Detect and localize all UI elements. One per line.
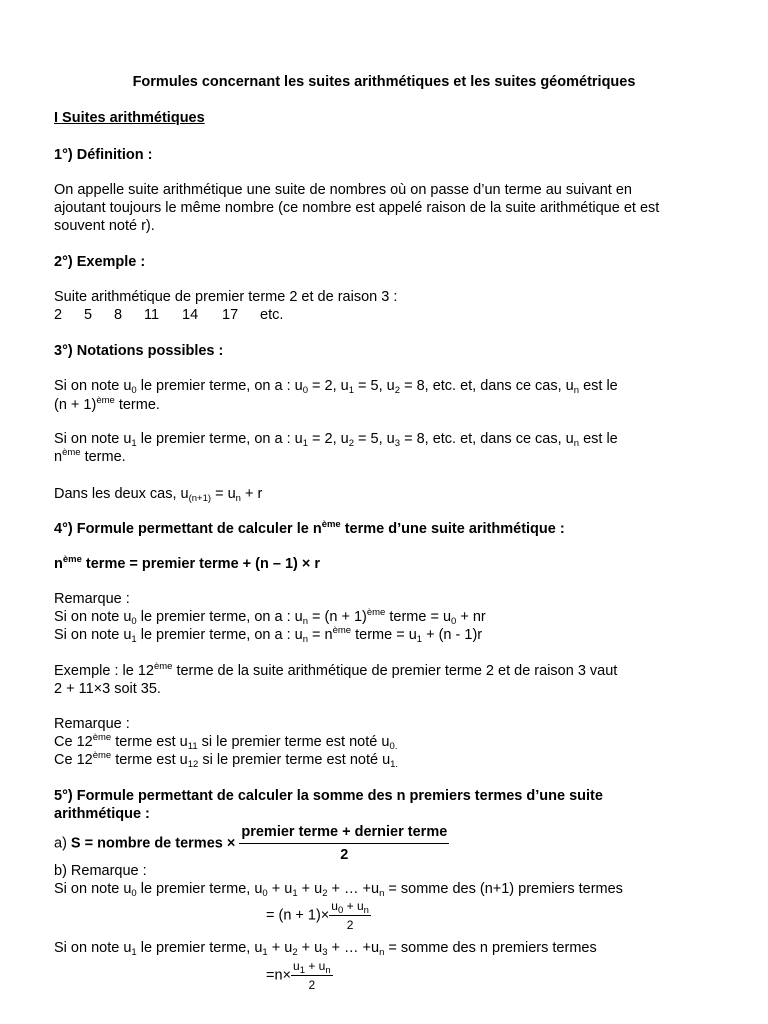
sequence-term: 11 bbox=[144, 307, 160, 323]
nth-term-formula: $n^{ème}$ terme = premier terme + (n – 1) × r bbox=[54, 554, 321, 572]
definition-line-3: souvent noté r). bbox=[54, 218, 155, 234]
nth-term-heading: 4°) Formule permettant de calculer le $n^{ème}$ terme d’une suite arithmétique : bbox=[54, 519, 565, 537]
sum-u1-line: Si on note $u_1$ le premier terme, $u_1 + u_2 + u_3$ + … $+u_n$ = somme des n premiers termes bbox=[54, 940, 597, 958]
sequence-term: 17 bbox=[222, 307, 239, 323]
sequence-term: etc. bbox=[260, 307, 284, 323]
sum-heading-line-1: 5°) Formule permettant de calculer la somme des n premiers termes d’une suite bbox=[54, 788, 603, 804]
sequence-term: 2 bbox=[54, 307, 63, 323]
sum-fraction: $\frac{\text{premier terme + dernier terme}}{2}$ bbox=[241, 824, 448, 863]
definition-line-2: ajoutant toujours le même nombre (ce nombre est appelé raison de la suite arithmétique et est bbox=[54, 200, 660, 216]
notation-u1-line-2: $n^{ème}$ terme. bbox=[54, 447, 126, 465]
section-heading-arithmetic: I Suites arithmétiques bbox=[54, 110, 205, 126]
sum-heading-line-2: arithmétique : bbox=[54, 806, 150, 822]
remark-2-label: Remarque : bbox=[54, 716, 130, 732]
sequence-term: 8 bbox=[114, 307, 123, 323]
recurrence-relation: Dans les deux cas, $u_{(n+1)} = u_n + r$ bbox=[54, 486, 263, 504]
remark-u1-formula: Si on note $u_1$ le premier terme, on a : $u_n = n^{ème}$ terme = $u_1 + (n - 1)r$ bbox=[54, 625, 483, 645]
document-title: Formules concernant les suites arithmétiques et les suites géométriques bbox=[132, 74, 636, 90]
remark-u0-formula: Si on note $u_0$ le premier terme, on a : $u_n = (n + 1)^{ème}$ terme = $u_0$ + nr bbox=[54, 607, 486, 627]
sum-formula: a) S = nombre de termes × $\frac{\text{premier terme + dernier terme}}{2}$ bbox=[54, 824, 448, 863]
example-12th-term-line-1: Exemple : le 12ème terme de la suite arithmétique de premier terme 2 et de raison 3 vaut bbox=[54, 661, 618, 679]
example-12th-term-line-2: 2 + 11×3 soit 35. bbox=[54, 681, 161, 697]
example-sequence bbox=[54, 306, 283, 324]
definition-line-1: On appelle suite arithmétique une suite de nombres où on passe d’un terme au suivant en bbox=[54, 182, 632, 198]
sum-u1-expression: =n× $\frac{u_1 + u_n}{2}$ bbox=[266, 959, 331, 992]
sum-remark-label: b) Remarque : bbox=[54, 863, 147, 879]
notation-u1-line-1: Si on note $u_1$ le premier terme, on a : $u_1 = 2$, $u_2 = 5$, $u_3 = 8$, etc. et, dans ce cas, $u_n$ est le bbox=[54, 431, 618, 449]
example-heading: 2°) Exemple : bbox=[54, 254, 146, 270]
sum-u1-fraction: $\frac{u_1 + u_n}{2}$ bbox=[293, 959, 331, 992]
sequence-term: 5 bbox=[84, 307, 93, 323]
remark-2-line-2: Ce 12ème terme est $u_{12}$ si le premier terme est noté $u_{1.}$ bbox=[54, 750, 399, 770]
remark-2-line-1: Ce 12ème terme est $u_{11}$ si le premier terme est noté $u_{0.}$ bbox=[54, 732, 398, 752]
sum-u0-fraction: $\frac{u_0 + u_n}{2}$ bbox=[331, 899, 369, 932]
sum-u0-expression: = (n + 1)× $\frac{u_0 + u_n}{2}$ bbox=[266, 899, 369, 932]
notation-u0-line-1: Si on note $u_0$ le premier terme, on a : $u_0 = 2$, $u_1 = 5$, $u_2 = 8$, etc. et, dans ce cas, $u_n$ est le bbox=[54, 378, 618, 396]
notations-heading: 3°) Notations possibles : bbox=[54, 343, 224, 359]
sum-u0-line: Si on note $u_0$ le premier terme, $u_0 + u_1 + u_2$ + … $+u_n$ = somme des (n+1) premiers termes bbox=[54, 881, 623, 899]
definition-heading: 1°) Définition : bbox=[54, 147, 153, 163]
sequence-term: 14 bbox=[182, 307, 199, 323]
notation-u0-line-2: $(n + 1)^{ème}$ terme. bbox=[54, 395, 160, 413]
example-line-1: Suite arithmétique de premier terme 2 et de raison 3 : bbox=[54, 289, 398, 305]
remark-label: Remarque : bbox=[54, 591, 130, 607]
